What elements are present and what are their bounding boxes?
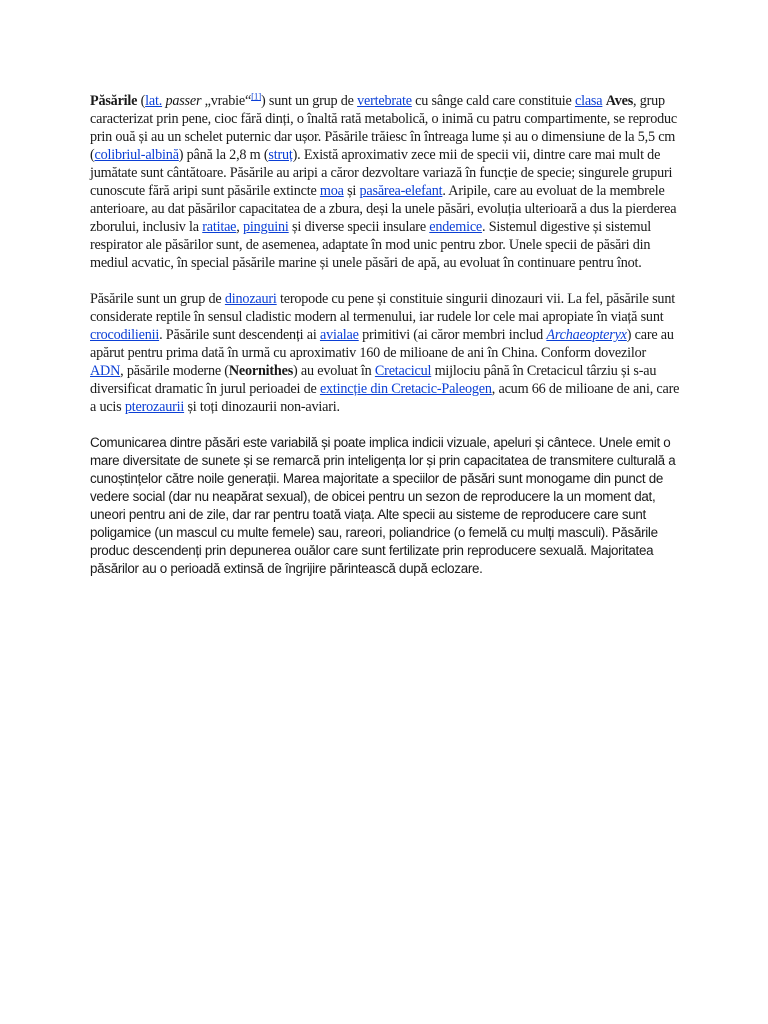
text-span: . Păsările sunt descendenți ai [159, 327, 320, 343]
link-extinctie-cretacic-paleogen[interactable]: extincție din Cretacic-Paleogen [319, 381, 492, 397]
text-span: ) au evoluat în [293, 363, 375, 379]
term-neornithes: Neornithes [228, 363, 294, 379]
link-moa[interactable]: moa [319, 183, 344, 199]
text-span: , grup caracterizat prin pene, cioc fără dinți, o înaltă rată metabolică, o inimă cu patru compartimente, se reproduc prin ouă și au un schelet puternic dar ușor. Păsările trăiesc în întreaga lume și au o dimensiune de la 5,5 cm ( [90, 93, 677, 163]
text-span: cu sânge cald care constituie [411, 93, 575, 109]
link-cretacicul[interactable]: Cretacicul [374, 363, 432, 379]
term-aves: Aves [605, 93, 634, 109]
link-archaeopteryx[interactable] [546, 327, 626, 343]
text-span: și diverse specii insulare [288, 219, 430, 235]
link-pterozaurii[interactable]: pterozaurii [124, 399, 185, 415]
text-span: ). Există aproximativ zece mii de specii vii, dintre care mai mult de jumătate sunt cântătoare. Păsările au aripi a căror dezvoltare variază în funcție de specie; singurele grupuri cunoscute fără aripi sunt păsările extincte [90, 147, 673, 199]
text-span: , acum 66 de milioane de ani, care a ucis [90, 381, 680, 415]
term-pasarile: Păsările [90, 93, 138, 109]
link-lat[interactable]: lat. [145, 93, 163, 109]
paragraph-intro [90, 92, 682, 272]
text-span: . Sistemul digestive și sistemul respirator ale păsărilor sunt, de asemenea, adaptate în mod unic pentru zbor. Unele specii de păsări din mediul acvatic, în special păsările marine și unele păsări de apă, au evoluat în continuare pentru înot. [90, 219, 652, 271]
link-clasa[interactable]: clasa [575, 93, 603, 109]
link-ratitae[interactable]: ratitae [202, 219, 237, 235]
link-avialae[interactable]: avialae [319, 327, 359, 343]
reference-link[interactable]: [1] [251, 91, 261, 102]
text-span: teropode cu pene și constituie singurii dinozauri vii. La fel, păsările sunt considerate reptile în sensul cladistic modern al termenului, iar rudele lor cele mai apropiate în viață sunt [90, 291, 675, 325]
link-vertebrate[interactable]: vertebrate [357, 93, 412, 109]
text-span: . Aripile, care au evoluat de la membrele anterioare, au dat păsărilor capacitatea de a zbura, deși la unele păsări, evoluția ulterioară a dus la pierderea zborului, inclusiv la [90, 183, 677, 235]
link-crocodilienii[interactable]: crocodilienii [90, 327, 160, 343]
link-colibriul-albina[interactable]: colibriul-albină [94, 147, 179, 163]
text-span: „vrabie“ [201, 93, 252, 109]
link-endemice[interactable]: endemice [429, 219, 483, 235]
text-span: Păsările sunt un grup de [90, 291, 225, 307]
link-archaeopteryx-label: Archaeopteryx [546, 327, 627, 343]
text-span: , [236, 219, 243, 235]
link-pasarea-elefant[interactable]: pasărea-elefant [359, 183, 443, 199]
term-passer: passer [165, 93, 202, 109]
paragraph-evolution [90, 290, 682, 416]
text-span: ) care au apărut pentru prima dată în urmă cu aproximativ 160 de milioane de ani în China. Conform dovezilor [90, 327, 674, 361]
link-strut[interactable]: struț [268, 147, 293, 163]
link-dinozauri[interactable]: dinozauri [224, 291, 277, 307]
text-span: și [343, 183, 360, 199]
text-span: ( [137, 93, 146, 109]
document-page [90, 92, 682, 596]
link-adn[interactable]: ADN [90, 363, 121, 379]
text-span: , păsările moderne ( [120, 363, 229, 379]
text-span: ) sunt un grup de [261, 93, 358, 109]
text-span: mijlociu până în Cretacicul târziu și s-au diversificat dramatic în jurul perioadei de [90, 363, 657, 397]
text-span: primitivi (ai căror membri includ [358, 327, 547, 343]
link-pinguini[interactable]: pinguini [242, 219, 289, 235]
text-span: și toți dinozaurii non-aviari. [184, 399, 340, 415]
paragraph-communication: Comunicarea dintre păsări este variabilă și poate implica indicii vizuale, apeluri și cântece. Unele emit o mare diversitate de sunete și se remarcă prin inteligența lor și prin capacitatea de transmitere culturală a cunoștințelor către noile generații. Marea majoritate a speciilor de păsări sunt monogame din punct de vedere social (dar nu neapărat sexual), de obicei pentru un sezon de reproducere la un moment dat, uneori pentru ani de zile, dar rar pentru toată viața. Alte specii au sisteme de reproducere care sunt poligamice (un mascul cu multe femele) sau, rareori, poliandrice (o femelă cu mulți masculi). Păsările produc descendenți prin depunerea ouălor care sunt fertilizate prin reproducere sexuală. Majoritatea păsărilor au o perioadă extinsă de îngrijire părintească după eclozare. [90, 435, 676, 576]
text-span: ) până la 2,8 m ( [178, 147, 269, 163]
